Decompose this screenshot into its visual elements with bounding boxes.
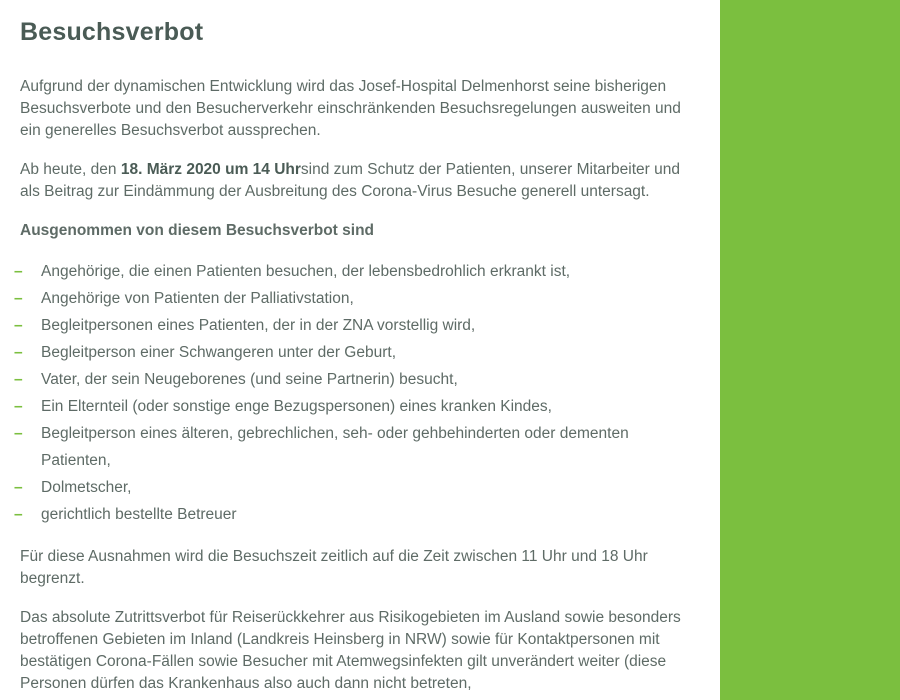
- dash-bullet-icon: –: [14, 317, 23, 334]
- list-item: [14, 258, 700, 285]
- sidebar-panel: [720, 0, 900, 700]
- list-item-text: Ein Elternteil (oder sonstige enge Bezugspersonen) eines kranken Kindes,: [41, 398, 552, 415]
- date-highlight: 18. März 2020 um 14 Uhr: [120, 161, 301, 178]
- list-item-text: Angehörige, die einen Patienten besuchen, der lebensbedrohlich erkrankt ist,: [41, 263, 571, 280]
- list-item: [14, 366, 700, 393]
- date-prefix: Ab heute, den: [20, 161, 121, 178]
- exceptions-heading: Ausgenommen von diesem Besuchsverbot sind: [20, 222, 375, 239]
- dash-bullet-icon: –: [14, 506, 23, 523]
- dash-bullet-icon: –: [14, 344, 23, 361]
- list-item-text: Angehörige von Patienten der Palliativstation,: [41, 290, 354, 307]
- list-item: [14, 501, 700, 528]
- absolute-ban-paragraph: Das absolute Zutrittsverbot für Reiserückkehrer aus Risikogebieten im Ausland sowie besonders betroffenen Gebieten im Inland (Landkreis Heinsberg in NRW) sowie für Kontaktpersonen mit bestätigen Corona-Fällen sowie Besucher mit Atemwegsinfekten gilt unverändert weiter (diese Personen dürfen das Krankenhaus also auch dann nicht betreten,: [20, 609, 681, 692]
- dash-bullet-icon: –: [14, 479, 23, 496]
- dash-bullet-icon: –: [14, 290, 23, 307]
- list-item-text: Begleitperson eines älteren, gebrechlichen, seh- oder gehbehinderten oder dementen Patienten,: [41, 425, 629, 469]
- list-item-text: Begleitperson einer Schwangeren unter der Geburt,: [41, 344, 396, 361]
- visiting-hours-paragraph: Für diese Ausnahmen wird die Besuchszeit zeitlich auf die Zeit zwischen 11 Uhr und 18 Uhr begrenzt.: [20, 548, 648, 587]
- date-suffix: sind zum Schutz der Patienten, unserer Mitarbeiter und als Beitrag zur Eindämmung der Ausbreitung des Corona-Virus Besuche generell untersagt.: [20, 161, 680, 200]
- intro-paragraph: Aufgrund der dynamischen Entwicklung wird das Josef-Hospital Delmenhorst seine bisherigen Besuchsverbote und den Besucherverkehr einschränkenden Besuchsregelungen ausweiten und ein generelles Besuchsverbot aussprechen.: [20, 78, 681, 139]
- dash-bullet-icon: –: [14, 398, 23, 415]
- list-item: [14, 420, 700, 474]
- list-item-text: Begleitpersonen eines Patienten, der in der ZNA vorstellig wird,: [41, 317, 476, 334]
- exceptions-list: [14, 258, 700, 528]
- dash-bullet-icon: –: [14, 263, 23, 280]
- list-item: [14, 312, 700, 339]
- list-item: [14, 474, 700, 501]
- date-paragraph: [20, 159, 700, 203]
- list-item-text: Dolmetscher,: [41, 479, 132, 496]
- dash-bullet-icon: –: [14, 371, 23, 388]
- page-title: Besuchsverbot: [20, 18, 204, 46]
- list-item: [14, 393, 700, 420]
- list-item-text: gerichtlich bestellte Betreuer: [41, 506, 237, 523]
- list-item-text: Vater, der sein Neugeborenes (und seine Partnerin) besucht,: [41, 371, 458, 388]
- list-item: [14, 285, 700, 312]
- list-item: [14, 339, 700, 366]
- dash-bullet-icon: –: [14, 425, 23, 442]
